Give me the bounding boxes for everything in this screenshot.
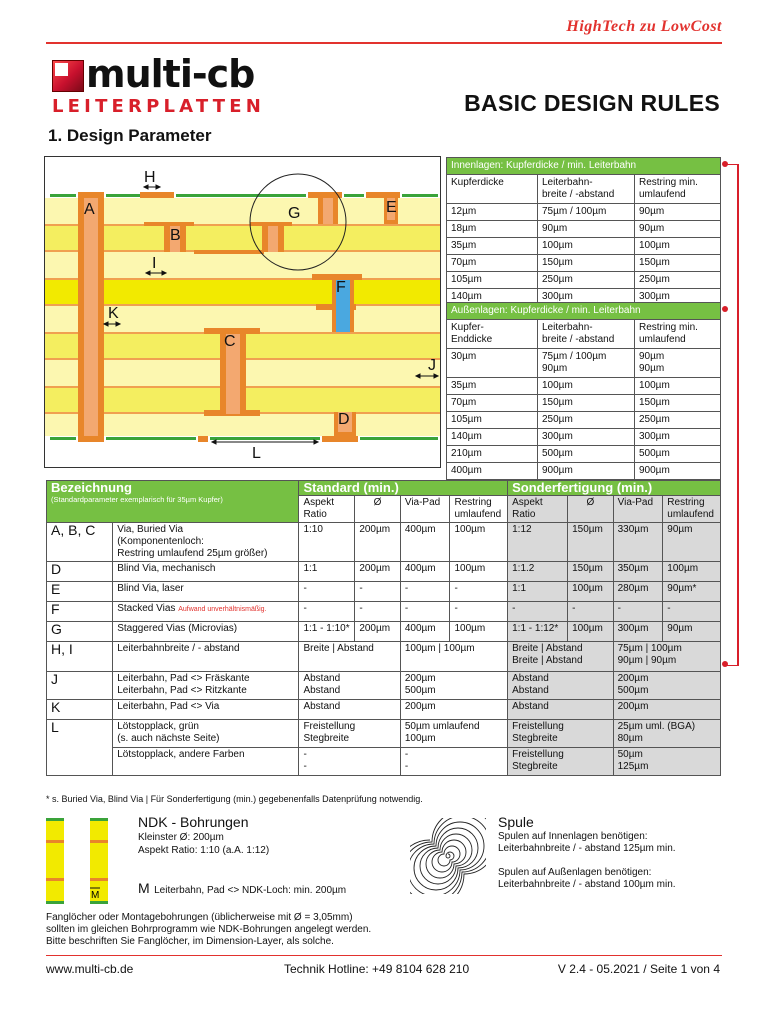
table-row <box>447 238 721 255</box>
table-cell: Breite | Abstand Breite | Abstand <box>508 642 614 672</box>
table-cell: 250µm <box>635 412 721 429</box>
table-cell: 300µm <box>635 289 721 306</box>
table-cell: 200µm <box>355 523 401 562</box>
pcb-cross-section-diagram <box>44 156 441 468</box>
table-cell: H, I <box>47 642 113 672</box>
table-cell: 100µm <box>538 378 635 395</box>
outer-col3-header: Restring min. umlaufend <box>635 320 721 349</box>
header-standard: Standard (min.) <box>299 481 508 496</box>
table-cell: - - <box>400 748 507 776</box>
table-cell: 50µm umlaufend 100µm <box>400 720 507 748</box>
table-cell: Blind Via, mechanisch <box>113 562 299 582</box>
table-cell: 500µm <box>635 446 721 463</box>
table-cell: 90µm <box>663 622 721 642</box>
table-cell: Leiterbahnbreite / - abstand <box>113 642 299 672</box>
table-cell: - <box>613 602 663 622</box>
table-row <box>447 272 721 289</box>
table-row <box>47 748 721 776</box>
table-cell: 75µm / 100µm 90µm <box>538 349 635 378</box>
table-cell: 100µm <box>568 582 614 602</box>
label-e: E <box>386 199 397 216</box>
footer-website[interactable]: www.multi-cb.de <box>46 962 134 976</box>
table-cell: 100µm <box>635 378 721 395</box>
table-cell: Abstand Abstand <box>299 672 400 700</box>
inner-table-title: Innenlagen: Kupferdicke / min. Leiterbahn <box>447 158 721 175</box>
table-cell: Restring umlaufend <box>663 496 721 523</box>
outer-table-title: Außenlagen: Kupferdicke / min. Leiterbahn <box>447 303 721 320</box>
spiral-coil-icon <box>410 818 486 894</box>
table-cell: 500µm <box>538 446 635 463</box>
table-cell: - <box>450 582 508 602</box>
table-cell: Aspekt Ratio <box>508 496 568 523</box>
sub-viapad: Via-Pad <box>400 496 450 523</box>
table-cell: - <box>299 602 355 622</box>
table-row <box>447 378 721 395</box>
table-cell: 100µm <box>635 238 721 255</box>
table-cell: Lötstopplack, grün (s. auch nächste Seite) <box>113 720 299 748</box>
table-cell: - <box>663 602 721 622</box>
ndk-title: NDK - Bohrungen <box>138 814 249 830</box>
table-cell: 400µm <box>400 562 450 582</box>
table-cell: 35µm <box>447 378 538 395</box>
table-cell: - <box>355 602 401 622</box>
table-row <box>47 642 721 672</box>
table-cell: 250µm <box>635 272 721 289</box>
table-cell: 300µm <box>635 429 721 446</box>
logo-text: multi-cb <box>86 52 255 96</box>
table-cell: 300µm <box>613 622 663 642</box>
table-cell: 250µm <box>538 412 635 429</box>
table-row <box>447 204 721 221</box>
table-row <box>47 700 721 720</box>
spule-line1: Spulen auf Innenlagen benötigen: <box>498 831 648 842</box>
table-cell: J <box>47 672 113 700</box>
table-cell: 400µm <box>447 463 538 480</box>
ndk-line1: Kleinster Ø: 200µm <box>138 832 224 843</box>
outer-col2-header: Leiterbahn- breite / -abstand <box>538 320 635 349</box>
inner-col2-header: Leiterbahn- breite / -abstand <box>538 175 635 204</box>
table-cell: Blind Via, laser <box>113 582 299 602</box>
label-f: F <box>336 279 346 296</box>
table-cell: 200µm <box>400 700 507 720</box>
table-row <box>447 221 721 238</box>
table-cell: L <box>47 720 113 776</box>
table-row <box>47 602 721 622</box>
table-cell: F <box>47 602 113 622</box>
table-cell: 300µm <box>538 289 635 306</box>
label-h: H <box>144 169 156 186</box>
section-title: 1. Design Parameter <box>48 126 212 145</box>
table-cell: 200µm <box>355 562 401 582</box>
header-bezeichnung: Bezeichnung <box>51 480 132 495</box>
table-row <box>447 349 721 378</box>
logo-mark-icon <box>52 60 84 92</box>
label-a: A <box>84 201 95 218</box>
logo-subtitle: LEITERPLATTEN <box>52 96 266 117</box>
table-row <box>447 446 721 463</box>
table-cell: 30µm <box>447 349 538 378</box>
design-rules-table <box>46 480 721 776</box>
table-cell: - <box>299 582 355 602</box>
table-cell: 350µm <box>613 562 663 582</box>
table-cell: - <box>508 602 568 622</box>
table-cell: 100µm | 100µm <box>400 642 507 672</box>
table-cell: Staggered Vias (Microvias) <box>113 622 299 642</box>
table-cell: 330µm <box>613 523 663 562</box>
table-cell: - <box>450 602 508 622</box>
label-d: D <box>338 411 350 428</box>
table-cell: 200µm 500µm <box>400 672 507 700</box>
table-row <box>47 720 721 748</box>
table-cell: G <box>47 622 113 642</box>
table-row <box>447 395 721 412</box>
table-cell: 1:1.2 <box>508 562 568 582</box>
spule-line2: Leiterbahnbreite / - abstand 125µm min. <box>498 843 676 854</box>
label-k: K <box>108 305 119 322</box>
table-cell: 90µm* <box>663 582 721 602</box>
table-row <box>47 582 721 602</box>
ndk-m-row <box>138 880 346 898</box>
connector-line <box>727 164 739 666</box>
table-cell: Leiterbahn, Pad <> Via <box>113 700 299 720</box>
table-row <box>447 429 721 446</box>
table-cell: 400µm <box>400 622 450 642</box>
table-cell: 900µm <box>538 463 635 480</box>
table-row <box>47 672 721 700</box>
table-cell: 280µm <box>613 582 663 602</box>
footnote: * s. Buried Via, Blind Via | Für Sonderfertigung (min.) gegebenenfalls Datenprüfung notwendig. <box>46 794 423 804</box>
table-cell: Freistellung Stegbreite <box>508 748 614 776</box>
table-cell: Freistellung Stegbreite <box>299 720 400 748</box>
table-cell: 150µm <box>538 255 635 272</box>
table-cell: 100µm <box>450 523 508 562</box>
table-cell: Lötstopplack, andere Farben <box>113 748 299 776</box>
table-cell: 100µm <box>450 622 508 642</box>
label-g: G <box>288 205 301 222</box>
table-cell: Freistellung Stegbreite <box>508 720 614 748</box>
header-sonderfertigung: Sonderfertigung (min.) <box>508 481 721 496</box>
table-cell: 1:1 - 1:12* <box>508 622 568 642</box>
table-cell: Breite | Abstand <box>299 642 400 672</box>
table-cell: 1:1 - 1:10* <box>299 622 355 642</box>
table-cell: 200µm 500µm <box>613 672 720 700</box>
table-cell: 105µm <box>447 412 538 429</box>
table-cell: - <box>400 582 450 602</box>
table-cell: 200µm <box>613 700 720 720</box>
footer-hotline: Technik Hotline: +49 8104 628 210 <box>284 962 470 976</box>
table-row <box>447 463 721 480</box>
inner-layer-table <box>446 157 721 306</box>
table-cell: 150µm <box>568 523 614 562</box>
document-title: BASIC DESIGN RULES <box>464 90 720 116</box>
tagline: HighTech zu LowCost <box>566 18 722 35</box>
table-cell <box>47 481 299 523</box>
table-cell: Stacked Vias Aufwand unverhältnismäßig. <box>113 602 299 622</box>
via-a <box>78 198 104 436</box>
sub-diameter: Ø <box>355 496 401 523</box>
table-cell: 90µm <box>635 221 721 238</box>
table-cell: E <box>47 582 113 602</box>
table-cell: 1:1 <box>508 582 568 602</box>
sub-restring: Restring umlaufend <box>450 496 508 523</box>
table-cell: D <box>47 562 113 582</box>
table-cell: 250µm <box>538 272 635 289</box>
table-cell: 1:12 <box>508 523 568 562</box>
table-cell: 70µm <box>447 255 538 272</box>
table-cell: 18µm <box>447 221 538 238</box>
table-cell: 300µm <box>538 429 635 446</box>
table-cell: 90µm <box>538 221 635 238</box>
table-cell: 1:1 <box>299 562 355 582</box>
ndk-m-letter: M <box>138 880 150 896</box>
table-cell: 150µm <box>635 395 721 412</box>
table-cell: Abstand <box>299 700 400 720</box>
table-cell: K <box>47 700 113 720</box>
table-cell: 900µm <box>635 463 721 480</box>
table-row <box>47 622 721 642</box>
table-cell: 75µm | 100µm 90µm | 90µm <box>613 642 720 672</box>
ndk-m-label: M <box>91 890 100 901</box>
table-cell: Via-Pad <box>613 496 663 523</box>
table-cell: 100µm <box>568 622 614 642</box>
table-cell: 100µm <box>538 238 635 255</box>
table-cell: 140µm <box>447 289 538 306</box>
table-cell: 70µm <box>447 395 538 412</box>
note-line1: Fanglöcher oder Montagebohrungen (üblicherweise mit Ø = 3,05mm) <box>46 912 353 923</box>
table-cell: Ø <box>568 496 614 523</box>
bottom-divider <box>46 955 722 956</box>
warning-text: Aufwand unverhältnismäßig. <box>178 606 267 613</box>
table-cell: 25µm uml. (BGA) 80µm <box>613 720 720 748</box>
table-cell: 150µm <box>538 395 635 412</box>
label-l: L <box>252 445 261 462</box>
note-line3: Bitte beschriften Sie Fanglöcher, im Dimension-Layer, als solche. <box>46 936 334 947</box>
label-b: B <box>170 227 181 244</box>
table-cell: 210µm <box>447 446 538 463</box>
table-row <box>47 523 721 562</box>
header-bezeichnung-sub: (Standardparameter exemplarisch für 35µm Kupfer) <box>51 495 223 504</box>
table-cell: 140µm <box>447 429 538 446</box>
table-cell: 100µm <box>663 562 721 582</box>
ndk-m-text: Leiterbahn, Pad <> NDK-Loch: min. 200µm <box>154 885 347 896</box>
table-cell: 90µm <box>635 204 721 221</box>
table-cell: 90µm <box>663 523 721 562</box>
note-line2: sollten im gleichen Bohrprogramm wie NDK-Bohrungen angelegt werden. <box>46 924 372 935</box>
table-cell: 150µm <box>568 562 614 582</box>
ndk-drill-diagram <box>44 818 118 904</box>
spule-title: Spule <box>498 814 534 830</box>
label-c: C <box>224 333 236 350</box>
table-cell: 1:10 <box>299 523 355 562</box>
outer-layer-table <box>446 302 721 480</box>
label-i: I <box>152 255 157 272</box>
table-cell: 400µm <box>400 523 450 562</box>
outer-col1-header: Kupfer- Enddicke <box>447 320 538 349</box>
table-cell: 90µm 90µm <box>635 349 721 378</box>
table-row <box>447 255 721 272</box>
table-cell: 200µm <box>355 622 401 642</box>
table-cell: Abstand Abstand <box>508 672 614 700</box>
table-cell: Via, Buried Via (Komponentenloch: Restring umlaufend 25µm größer) <box>113 523 299 562</box>
table-cell: 105µm <box>447 272 538 289</box>
footer-version: V 2.4 - 05.2021 / Seite 1 von 4 <box>557 962 720 976</box>
table-cell: - <box>568 602 614 622</box>
table-cell: 12µm <box>447 204 538 221</box>
table-cell: Leiterbahn, Pad <> Fräskante Leiterbahn, Pad <> Ritzkante <box>113 672 299 700</box>
table-cell: 150µm <box>635 255 721 272</box>
table-cell: 75µm / 100µm <box>538 204 635 221</box>
inner-col1-header: Kupferdicke <box>447 175 538 204</box>
table-cell: - <box>355 582 401 602</box>
table-cell: 35µm <box>447 238 538 255</box>
top-divider <box>46 42 722 44</box>
table-cell: Abstand <box>508 700 614 720</box>
inner-col3-header: Restring min. umlaufend <box>635 175 721 204</box>
table-cell: A, B, C <box>47 523 113 562</box>
table-row <box>447 412 721 429</box>
spule-line4: Leiterbahnbreite / - abstand 100µm min. <box>498 879 676 890</box>
ndk-line2: Aspekt Ratio: 1:10 (a.A. 1:12) <box>138 845 270 856</box>
spule-line3: Spulen auf Außenlagen benötigen: <box>498 867 652 878</box>
table-row <box>47 562 721 582</box>
table-cell: - <box>400 602 450 622</box>
table-cell: 100µm <box>450 562 508 582</box>
table-cell: 50µm 125µm <box>613 748 720 776</box>
sub-aspekt: Aspekt Ratio <box>299 496 355 523</box>
table-cell: - - <box>299 748 400 776</box>
label-j: J <box>428 357 436 374</box>
